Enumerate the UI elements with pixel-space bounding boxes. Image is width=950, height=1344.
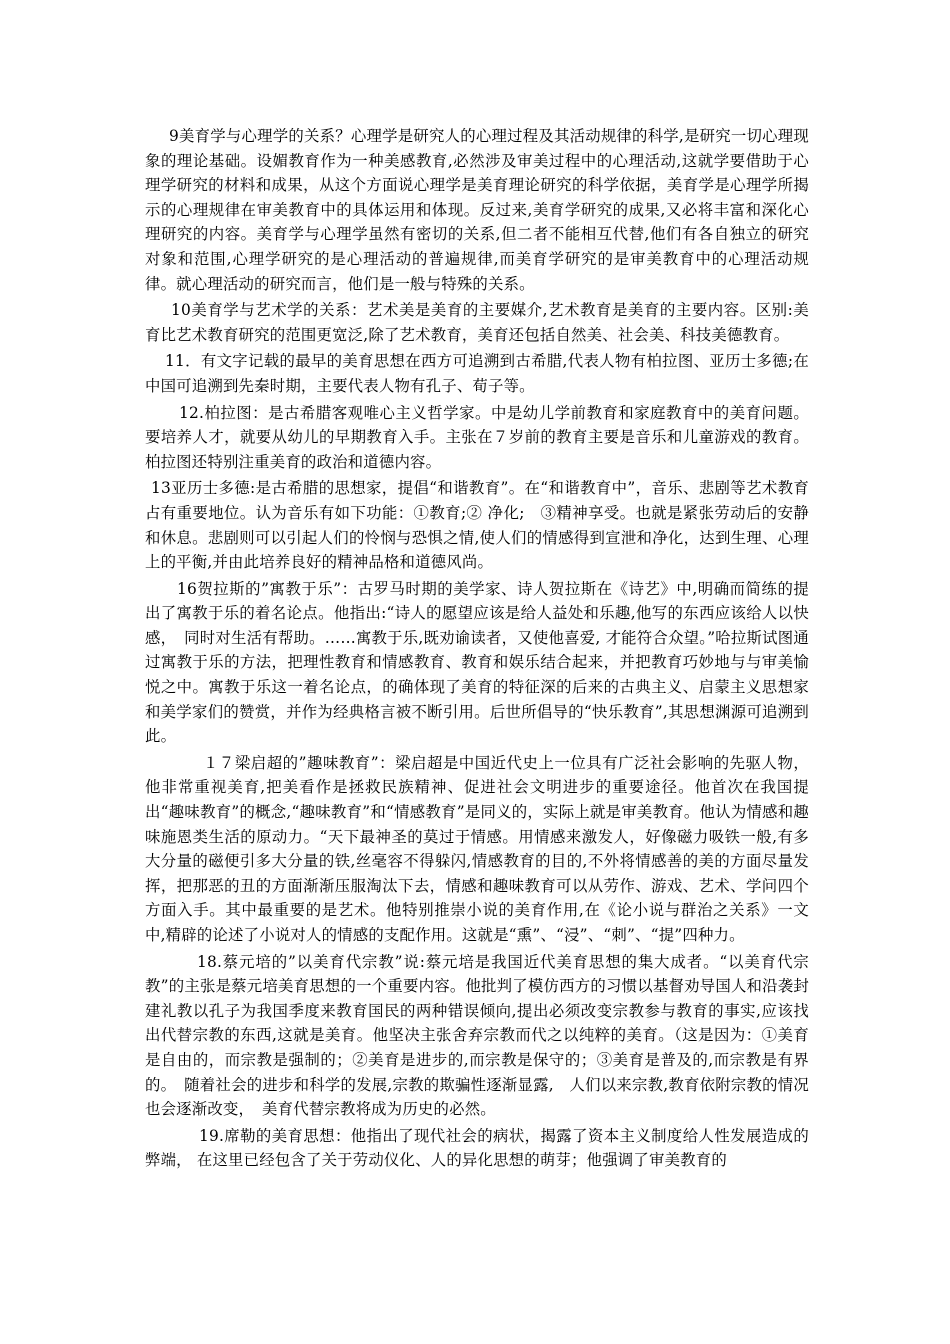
paragraph-12-plato: 12.柏拉图：是古希腊客观唯心主义哲学家。中是幼儿学前教育和家庭教育中的美育问题。要培养人才，就要从幼儿的早期教育入手。主张在７岁前的教育主要是音乐和儿童游戏的教育。柏拉图还特别注重美育的政治和道德内容。 [145, 403, 809, 471]
paragraph-9-psychology-relation: 9美育学与心理学的关系？心理学是研究人的心理过程及其活动规律的科学,是研究一切心理现象的理论基础。设媚教育作为一种美感教育,必然涉及审美过程中的心理活动,这就学要借助于心理学研究的材料和成果，从这个方面说心理学是美育理论研究的科学依据，美育学是心理学所揭示的心理规律在审美教育中的具体运用和体现。反过来,美育学研究的成果,又必将丰富和深化心理研究的内容。美育学与心理学虽然有密切的关系,但二者不能相互代替,他们有各自独立的研究对象和范围,心理学研究的是心理活动的普遍规律,而美育学研究的是审美教育中的心理活动规律。就心理活动的研究而言，他们是一般与特殊的关系。 [145, 127, 809, 293]
paragraph-16-horace: 16贺拉斯的”寓教于乐”：古罗马时期的美学家、诗人贺拉斯在《诗艺》中,明确而简练的提出了寓教于乐的着名论点。他指出:“诗人的愿望应该是给人益处和乐趣,他写的东西应该给人以快感， 同时对生活有帮助。……寓教于乐,既劝谕读者，又使他喜爱, 才能符合众望。”哈拉斯试图通过寓教于乐的方法，把理性教育和情感教育、教育和娱乐结合起来，并把教育巧妙地与与审美愉悦之中。寓教于乐这一着名论点，的确体现了美育的特征深的后来的古典主义、启蒙主义思想家和美学家们的赞赏，并作为经典格言被不断引用。后世所倡导的“快乐教育”,其思想渊源可追溯到此。 [145, 579, 809, 746]
paragraph-17-liang-qichao: １７梁启超的”趣味教育”：梁启超是中国近代史上一位具有广泛社会影响的先驱人物，他非常重视美育,把美看作是拯救民族精神、促进社会文明进步的重要途径。他首次在我国提出“趣味教育”的概念,“趣味教育”和“情感教育”是同义的，实际上就是审美教育。他认为情感和趣味施恩类生活的原动力。“天下最神圣的莫过于情感。用情感来激发人，好像磁力吸铁一般,有多大分量的磁便引多大分量的铁,丝毫容不得躲闪,情感教育的目的,不外将情感善的美的方面尽量发挥，把那恶的丑的方面渐渐压服淘汰下去，情感和趣味教育可以从劳作、游戏、艺术、学问四个方面入手。其中最重要的是艺术。他特别推崇小说的美育作用,在《论小说与群治之关系》一文中,精辟的论述了小说对人的情感的支配作用。这就是“熏”、“浸”、“刺”、“提”四种力。 [145, 753, 809, 944]
paragraph-11-earliest-thought: 11．有文字记载的最早的美育思想在西方可追溯到古希腊,代表人物有柏拉图、亚历士多德;在中国可追溯到先秦时期，主要代表人物有孔子、荀子等。 [145, 352, 809, 395]
paragraph-19-schiller: 19.席勒的美育思想：他指出了现代社会的病状，揭露了资本主义制度给人性发展造成的弊端， 在这里已经包含了关于劳动仪化、人的异化思想的萌芽；他强调了审美教育的 [145, 1126, 809, 1170]
paragraph-18-cai-yuanpei: 18.蔡元培的”以美育代宗教”说:蔡元培是我国近代美育思想的集大成者。“以美育代宗教”的主张是蔡元培美育思想的一个重要内容。他批判了模仿西方的习惯以基督劝导国人和沿袭封建礼教以孔子为我国季度来教育国民的两种错误倾向,提出必须改变宗教参与教育的事实,应该找出代替宗教的东西,这就是美育。他坚决主张舍弃宗教而代之以纯粹的美育。（这是因为：①美育是自由的，而宗教是强制的；②美育是进步的,而宗教是保守的；③美育是普及的,而宗教是有界的。 随着社会的进步和科学的发展,宗教的欺骗性逐渐显露, 人们以来宗教,教育依附宗教的情况也会逐渐改变， 美育代替宗教将成为历史的必然。 [145, 952, 809, 1119]
paragraph-13-aristotle: 13亚历士多德:是古希腊的思想家，提倡“和谐教育”。在“和谐教育中”，音乐、悲剧等艺术教育占有重要地位。认为音乐有如下功能：①教育;② 净化; ③精神享受。也就是紧张劳动后的安静和休息。悲剧则可以引起人们的怜悯与恐惧之情,使人们的情感得到宣泄和净化，达到生理、心理上的平衡,并由此培养良好的精神品格和道德风尚。 [145, 479, 809, 572]
paragraph-10-art-relation: 10美育学与艺术学的关系：艺术美是美育的主要媒介,艺术教育是美育的主要内容。区别:美育比艺术教育研究的范围更宽泛,除了艺术教育，美育还包括自然美、社会美、科技美德教育。 [145, 301, 809, 344]
document-body [145, 124, 809, 1175]
